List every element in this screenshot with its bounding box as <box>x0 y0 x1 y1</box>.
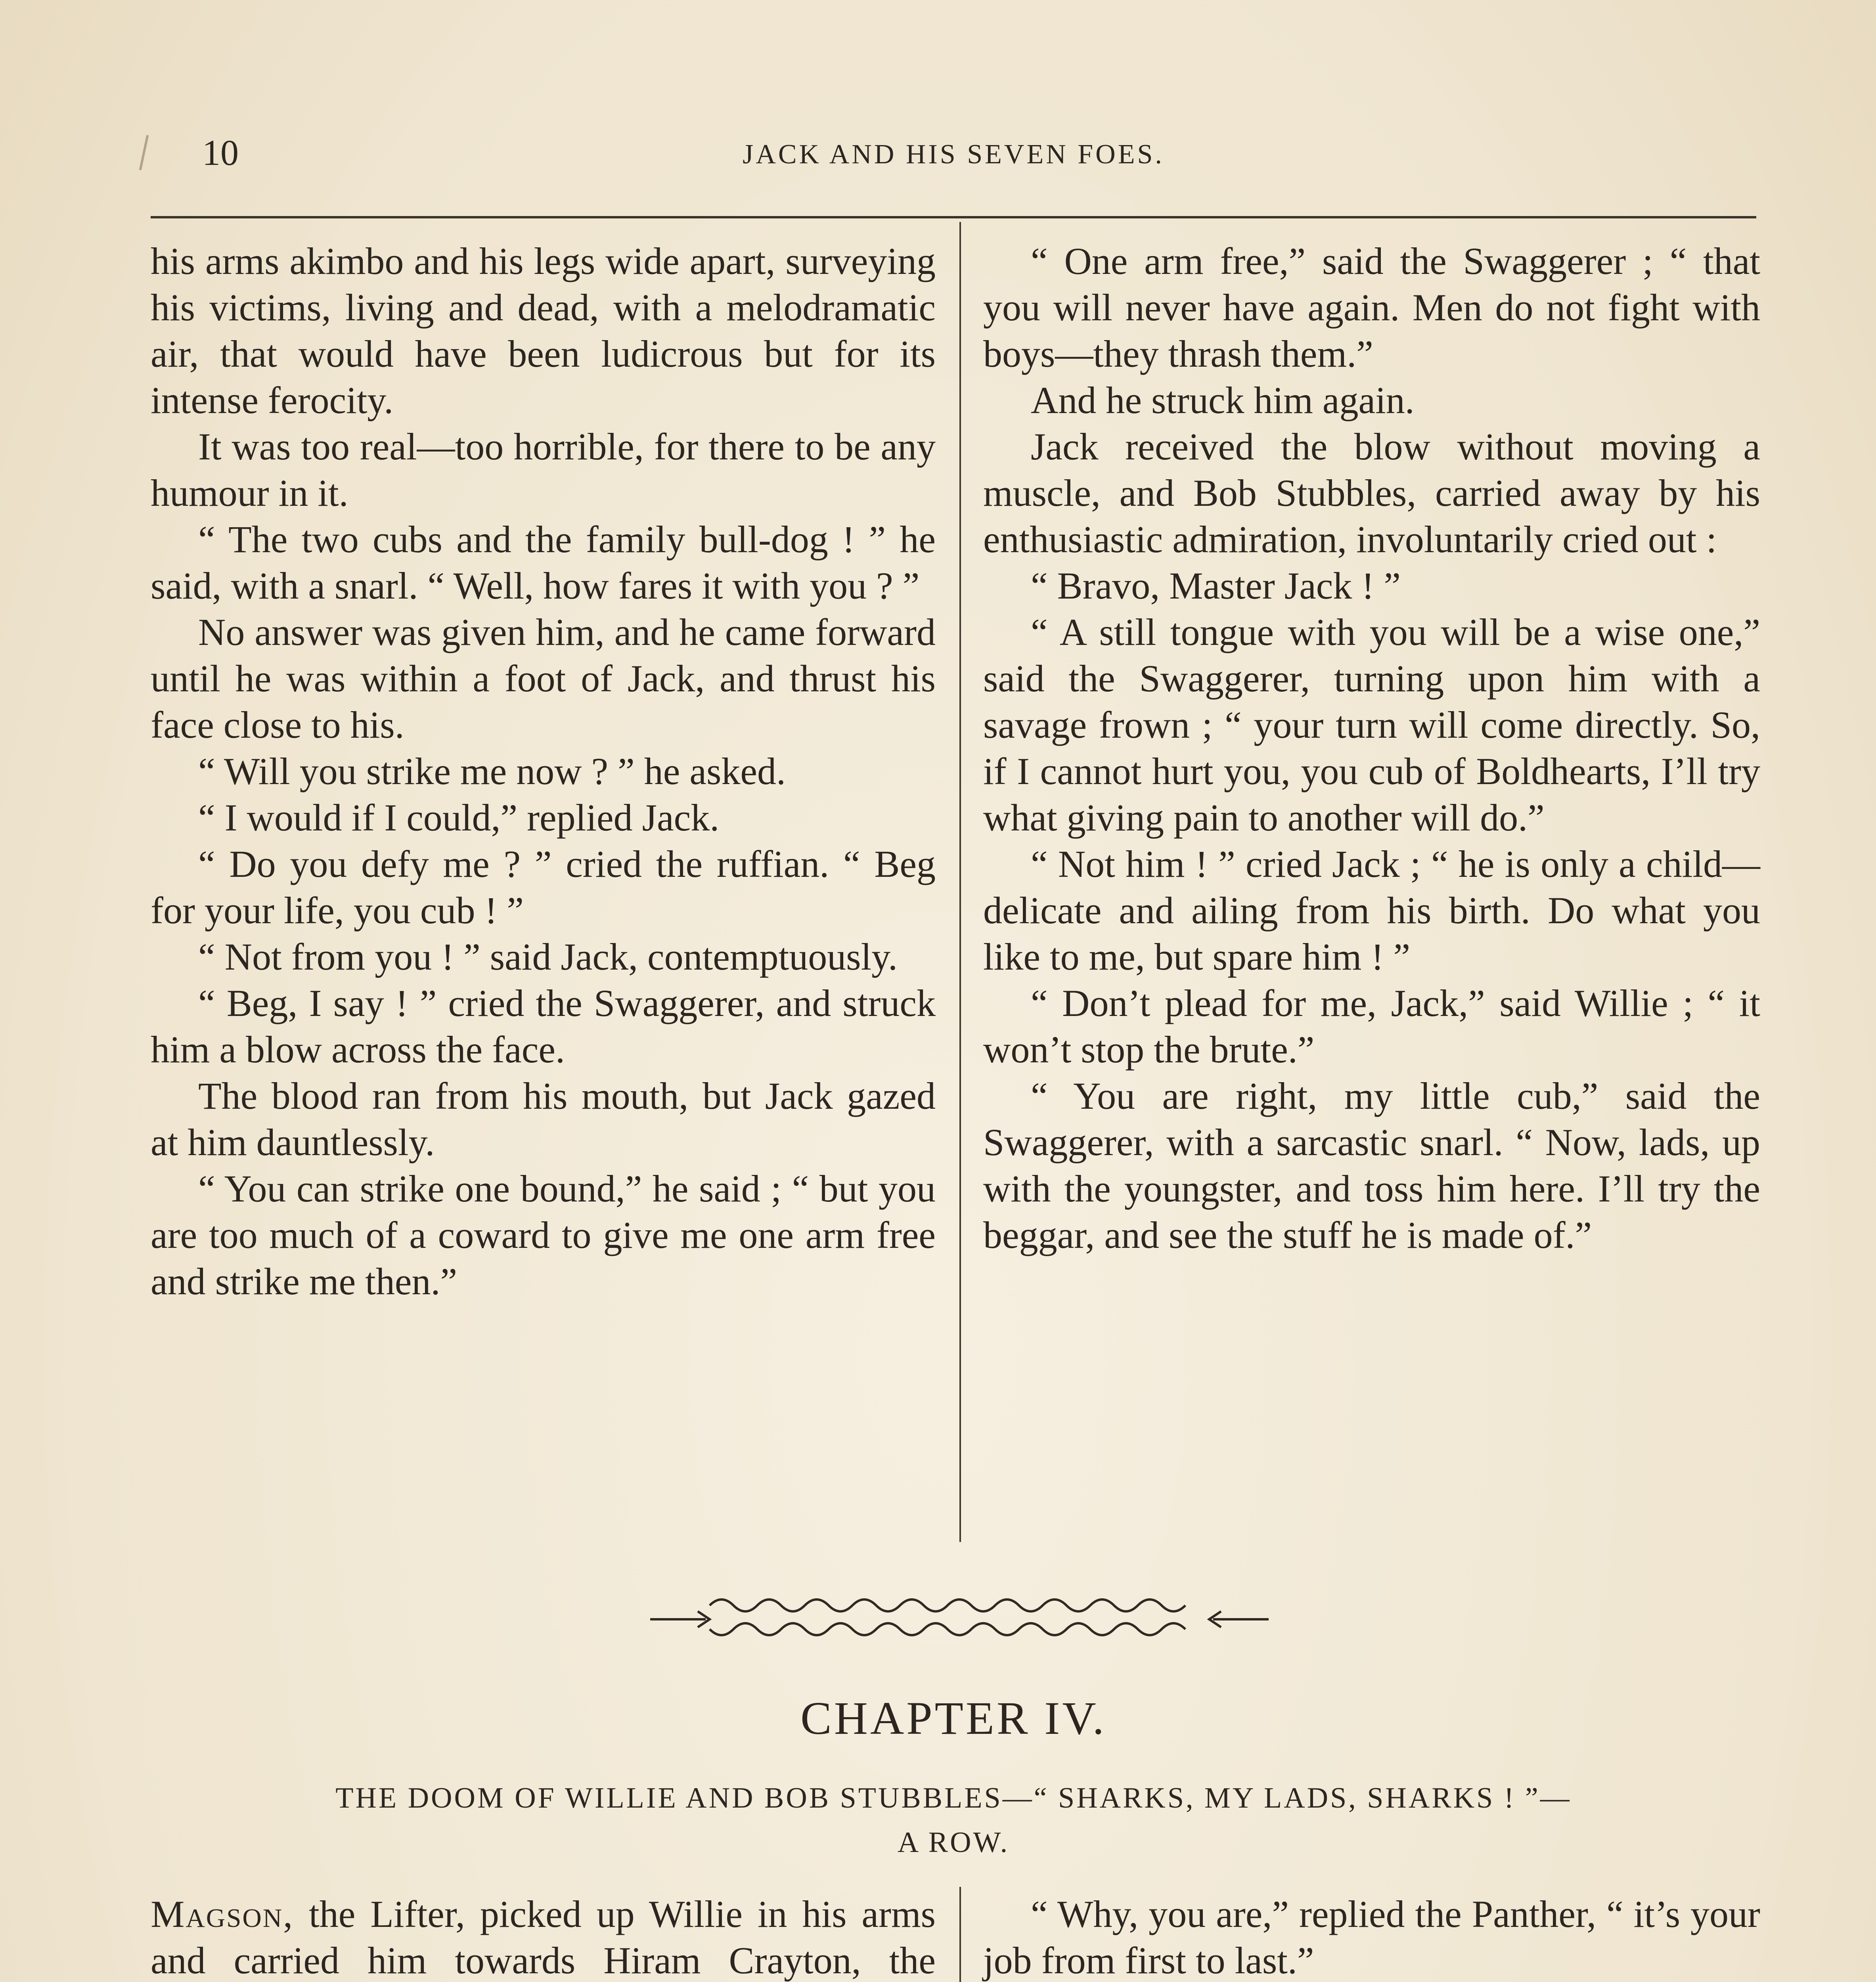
running-title: JACK AND HIS SEVEN FOES. <box>743 139 1164 170</box>
paragraph: “ I would if I could,” replied Jack. <box>198 796 720 839</box>
paragraph: “ Don’t plead for me, Jack,” said Willie ; “ it won’t stop the brute.” <box>983 982 1760 1071</box>
paragraph: Jack received the blow without moving a muscle, and Bob Stubbles, carried away by his enthusiastic admiration, involuntarily cried out : <box>983 425 1760 561</box>
paragraph: And he struck him again. <box>1031 379 1415 421</box>
bottom-right-column <box>983 1891 1760 1982</box>
chapter-subtitle-line-1: THE DOOM OF WILLIE AND BOB STUBBLES—“ SHARKS, MY LADS, SHARKS ! ”— <box>335 1782 1572 1814</box>
paragraph-text: the Lifter, picked up Willie in his arms and carried him towards Hiram Crayton, the <box>151 1893 936 1982</box>
chapter-opening-word: Magson, <box>151 1893 294 1935</box>
paragraph: “ Why, you are,” replied the Panther, “ it’s your job from first to last.” <box>983 1893 1760 1982</box>
chapter-title: CHAPTER IV. <box>800 1692 1106 1744</box>
paragraph: his arms akimbo and his legs wide apart, surveying his victims, living and dead, with a melodramatic air, that would have been ludicrous but for its intense ferocity. <box>151 240 936 421</box>
paragraph: “ A still tongue with you will be a wise one,” said the Swaggerer, turning upon him with a savage frown ; “ your turn will come directly. So, if I cannot hurt you, you cub of Boldhearts, I’ll try what giving pain to another will do.” <box>983 611 1760 839</box>
page-header <box>151 131 1756 174</box>
chapter-subtitle <box>151 1776 1756 1865</box>
paragraph: It was too real—too horrible, for there to be any humour in it. <box>151 425 936 514</box>
page-number: 10 <box>202 132 239 173</box>
chapter-subtitle-line-2: A ROW. <box>897 1826 1010 1859</box>
paragraph: “ The two cubs and the family bull-dog ! ” he said, with a snarl. “ Well, how fares it with you ? ” <box>151 518 936 607</box>
column-divider-bottom <box>959 1887 961 1982</box>
paragraph: “ One arm free,” said the Swaggerer ; “ that you will never have again. Men do not fight with boys—they thrash them.” <box>983 240 1760 375</box>
paragraph: “ Not from you ! ” said Jack, contemptuously. <box>198 936 898 978</box>
paragraph: The blood ran from his mouth, but Jack gazed at him dauntlessly. <box>151 1075 936 1163</box>
top-right-column <box>983 238 1760 1258</box>
top-left-column <box>151 238 936 1305</box>
header-rule <box>151 216 1756 218</box>
paragraph: “ You can strike one bound,” he said ; “ but you are too much of a coward to give me one arm free and strike me then.” <box>151 1167 936 1303</box>
paragraph: “ Not him ! ” cried Jack ; “ he is only a child—delicate and ailing from his birth. Do what you like to me, but spare him ! ” <box>983 843 1760 978</box>
paragraph: “ Beg, I say ! ” cried the Swaggerer, and struck him a blow across the face. <box>151 982 936 1071</box>
bottom-left-column <box>151 1891 936 1982</box>
paragraph <box>151 1891 936 1982</box>
paragraph: No answer was given him, and he came forward until he was within a foot of Jack, and thrust his face close to his. <box>151 611 936 746</box>
paragraph: “ You are right, my little cub,” said the Swaggerer, with a sarcastic snarl. “ Now, lads, up with the youngster, and toss him here. I’ll try the beggar, and see the stuff he is made of.” <box>983 1075 1760 1256</box>
paragraph: “ Will you strike me now ? ” he asked. <box>198 750 786 792</box>
paragraph: “ Do you defy me ? ” cried the ruffian. “ Beg for your life, you cub ! ” <box>151 843 936 932</box>
ornament-divider <box>650 1582 1269 1653</box>
column-divider-top <box>959 222 961 1542</box>
paragraph: “ Bravo, Master Jack ! ” <box>1031 564 1401 607</box>
